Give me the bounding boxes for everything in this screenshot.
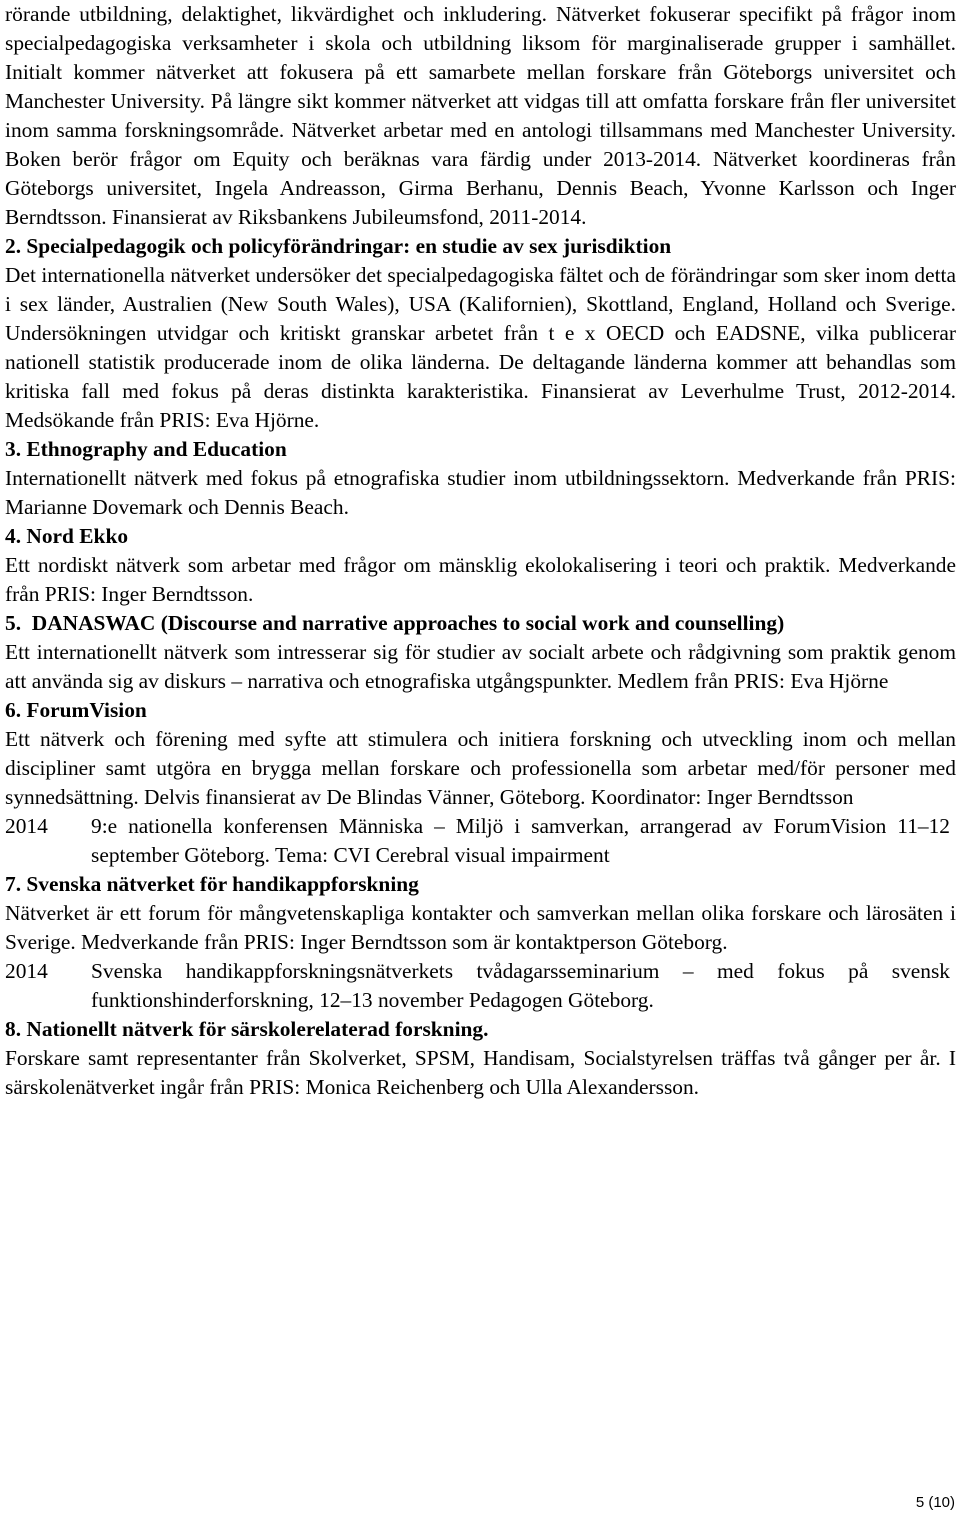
section-number: 2. bbox=[5, 234, 22, 258]
section-4 bbox=[5, 522, 956, 609]
section-title: Ethnography and Education bbox=[26, 437, 287, 461]
section-heading bbox=[5, 522, 956, 551]
section-number: 7. bbox=[5, 872, 22, 896]
section-3 bbox=[5, 435, 956, 522]
section-5 bbox=[5, 609, 956, 696]
section-body: Nätverket är ett forum för mångvetenskapliga kontakter och samverkan mellan olika forskare och lärosäten i Sverige. Medverkande från PRIS: Inger Berndtsson som är kontaktperson Göteborg. bbox=[5, 901, 956, 954]
section-title: Svenska nätverket för handikappforskning bbox=[26, 872, 419, 896]
event-text: Svenska handikappforskningsnätverkets tvådagarsseminarium – med fokus på svensk funktionshinderforskning, 12–13 november Pedagogen Göteborg. bbox=[91, 959, 950, 1012]
event-row bbox=[5, 812, 956, 870]
section-heading bbox=[5, 609, 956, 638]
section-6 bbox=[5, 696, 956, 870]
section-title: DANASWAC (Discourse and narrative approaches to social work and counselling) bbox=[31, 611, 785, 635]
section-heading bbox=[5, 1015, 956, 1044]
section-body: Det internationella nätverket undersöker det specialpedagogiska fältet och de förändringar som sker inom detta i sex länder, Australien (New South Wales), USA (Kalifornien), Skottland, England, Holland och Sverige. Undersökningen utvidgar och kritiskt granskar arbetet från t e x OECD och EADSNE, vilka publicerar nationell statistik producerade inom de olika länderna. De deltagande länderna kommer att behandlas som kritiska fall med fokus på deras distinkta karakteristika. Finansierat av Leverhulme Trust, 2012-2014. Medsökande från PRIS: Eva Hjörne. bbox=[5, 263, 956, 432]
document-content bbox=[5, 0, 956, 1102]
section-number: 8. bbox=[5, 1017, 22, 1041]
event-row bbox=[5, 957, 956, 1015]
section-number: 6. bbox=[5, 698, 22, 722]
event-year: 2014 bbox=[5, 814, 48, 838]
event-year: 2014 bbox=[5, 959, 48, 983]
section-number: 5. bbox=[5, 611, 22, 635]
section-number: 4. bbox=[5, 524, 22, 548]
section-title: Specialpedagogik och policyförändringar: en studie av sex jurisdiktion bbox=[26, 234, 672, 258]
section-body: Ett internationellt nätverk som intresserar sig för studier av socialt arbete och rådgivning som praktik genom att använda sig av diskurs – narrativa och etnografiska utgångspunkter. Medlem från PRIS: Eva Hjörne bbox=[5, 640, 956, 693]
section-heading bbox=[5, 435, 956, 464]
section-title: Nord Ekko bbox=[26, 524, 129, 548]
intro-paragraph: rörande utbildning, delaktighet, likvärdighet och inkludering. Nätverket fokuserar specifikt på frågor inom specialpedagogiska verksamheter i skola och utbildning liksom för marginaliserade grupper i samhället. Initialt kommer nätverket att fokusera på ett samarbete mellan forskare från Göteborgs universitet och Manchester University. På längre sikt kommer nätverket att vidgas till att omfatta forskare från fler universitet inom samma forskningsområde. Nätverket arbetar med en antologi tillsammans med Manchester University. Boken berör frågor om Equity och beräknas vara färdig under 2013-2014. Nätverket koordineras från Göteborgs universitet, Ingela Andreasson, Girma Berhanu, Dennis Beach, Yvonne Karlsson och Inger Berndtsson. Finansierat av Riksbankens Jubileumsfond, 2011-2014. bbox=[5, 2, 956, 229]
section-body: Ett nätverk och förening med syfte att stimulera och initiera forskning och utveckling inom och mellan discipliner samt utgöra en brygga mellan forskare och professionella som arbetar med/för personer med synnedsättning. Delvis finansierat av De Blindas Vänner, Göteborg. Koordinator: Inger Berndtsson bbox=[5, 727, 956, 809]
section-title: Nationellt nätverk för särskolerelaterad forskning. bbox=[26, 1017, 489, 1041]
section-number: 3. bbox=[5, 437, 22, 461]
section-body: Ett nordiskt nätverk som arbetar med frågor om mänsklig ekolokalisering i teori och praktik. Medverkande från PRIS: Inger Berndtsson. bbox=[5, 553, 956, 606]
event-text: 9:e nationella konferensen Människa – Miljö i samverkan, arrangerad av ForumVision 11–12 september Göteborg. Tema: CVI Cerebral visual impairment bbox=[91, 814, 950, 867]
section-body: Internationellt nätverk med fokus på etnografiska studier inom utbildningssektorn. Medverkande från PRIS: Marianne Dovemark och Dennis Beach. bbox=[5, 466, 956, 519]
section-heading bbox=[5, 870, 956, 899]
section-7 bbox=[5, 870, 956, 1015]
section-heading bbox=[5, 696, 956, 725]
section-8 bbox=[5, 1015, 956, 1102]
section-body: Forskare samt representanter från Skolverket, SPSM, Handisam, Socialstyrelsen träffas två gånger per år. I särskolenätverket ingår från PRIS: Monica Reichenberg och Ulla Alexandersson. bbox=[5, 1046, 956, 1099]
section-title: ForumVision bbox=[26, 698, 147, 722]
section-heading bbox=[5, 232, 956, 261]
page-number: 5 (10) bbox=[915, 1494, 955, 1511]
section-2 bbox=[5, 232, 956, 435]
